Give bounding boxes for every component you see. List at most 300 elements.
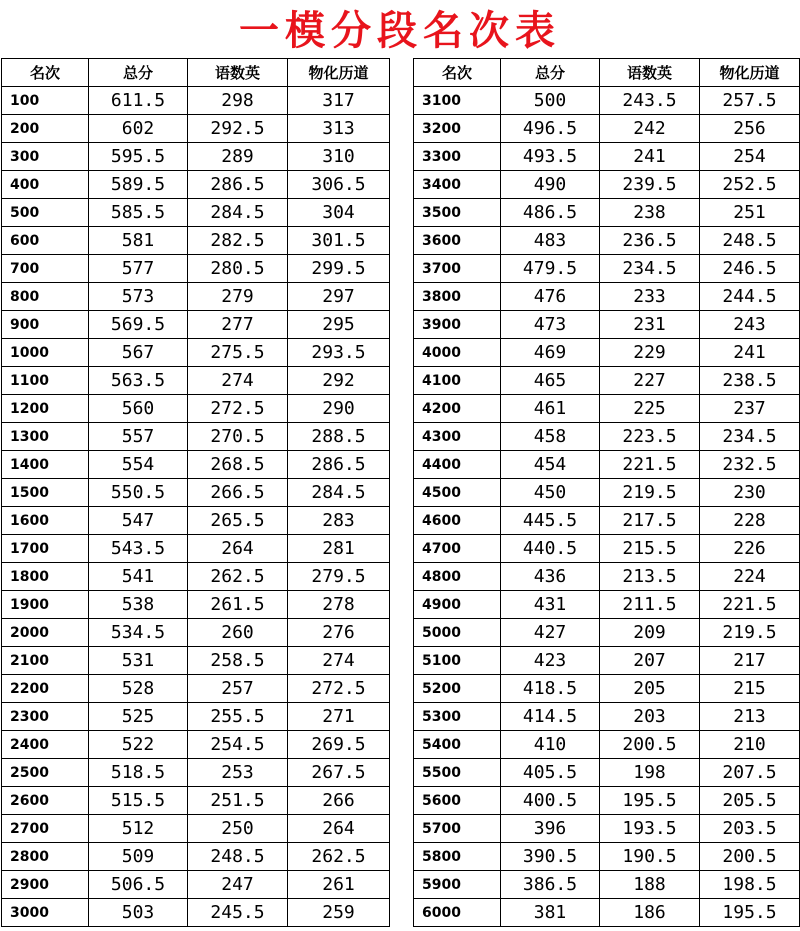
table-row bbox=[414, 87, 800, 115]
cell-rank: 5700 bbox=[414, 815, 501, 843]
cell-total: 573 bbox=[89, 283, 188, 311]
cell-chinese-math-english: 227 bbox=[600, 367, 700, 395]
cell-physics-chem-history-politics: 210 bbox=[700, 731, 800, 759]
cell-rank: 900 bbox=[2, 311, 89, 339]
cell-physics-chem-history-politics: 232.5 bbox=[700, 451, 800, 479]
cell-chinese-math-english: 258.5 bbox=[188, 647, 288, 675]
cell-total: 454 bbox=[501, 451, 600, 479]
cell-physics-chem-history-politics: 272.5 bbox=[288, 675, 390, 703]
cell-rank: 3000 bbox=[2, 899, 89, 927]
cell-chinese-math-english: 284.5 bbox=[188, 199, 288, 227]
cell-chinese-math-english: 219.5 bbox=[600, 479, 700, 507]
cell-chinese-math-english: 279 bbox=[188, 283, 288, 311]
table-row bbox=[414, 479, 800, 507]
cell-total: 469 bbox=[501, 339, 600, 367]
cell-chinese-math-english: 274 bbox=[188, 367, 288, 395]
cell-total: 528 bbox=[89, 675, 188, 703]
cell-physics-chem-history-politics: 284.5 bbox=[288, 479, 390, 507]
cell-physics-chem-history-politics: 301.5 bbox=[288, 227, 390, 255]
table-row bbox=[2, 843, 390, 871]
cell-chinese-math-english: 253 bbox=[188, 759, 288, 787]
cell-physics-chem-history-politics: 257.5 bbox=[700, 87, 800, 115]
cell-total: 547 bbox=[89, 507, 188, 535]
table-row bbox=[2, 115, 390, 143]
cell-chinese-math-english: 190.5 bbox=[600, 843, 700, 871]
table-row bbox=[414, 647, 800, 675]
cell-rank: 4900 bbox=[414, 591, 501, 619]
cell-chinese-math-english: 238 bbox=[600, 199, 700, 227]
cell-rank: 4200 bbox=[414, 395, 501, 423]
cell-physics-chem-history-politics: 243 bbox=[700, 311, 800, 339]
cell-physics-chem-history-politics: 241 bbox=[700, 339, 800, 367]
table-row bbox=[414, 787, 800, 815]
cell-total: 496.5 bbox=[501, 115, 600, 143]
cell-total: 400.5 bbox=[501, 787, 600, 815]
cell-total: 518.5 bbox=[89, 759, 188, 787]
table-row bbox=[414, 703, 800, 731]
cell-chinese-math-english: 270.5 bbox=[188, 423, 288, 451]
cell-physics-chem-history-politics: 283 bbox=[288, 507, 390, 535]
cell-physics-chem-history-politics: 310 bbox=[288, 143, 390, 171]
cell-total: 550.5 bbox=[89, 479, 188, 507]
cell-rank: 600 bbox=[2, 227, 89, 255]
cell-chinese-math-english: 217.5 bbox=[600, 507, 700, 535]
cell-total: 410 bbox=[501, 731, 600, 759]
cell-physics-chem-history-politics: 281 bbox=[288, 535, 390, 563]
table-header-row bbox=[2, 59, 390, 87]
cell-chinese-math-english: 193.5 bbox=[600, 815, 700, 843]
table-row bbox=[2, 591, 390, 619]
cell-rank: 1600 bbox=[2, 507, 89, 535]
cell-total: 602 bbox=[89, 115, 188, 143]
table-row bbox=[414, 843, 800, 871]
cell-rank: 5300 bbox=[414, 703, 501, 731]
cell-total: 414.5 bbox=[501, 703, 600, 731]
table-row bbox=[414, 871, 800, 899]
cell-rank: 5900 bbox=[414, 871, 501, 899]
cell-physics-chem-history-politics: 246.5 bbox=[700, 255, 800, 283]
table-row bbox=[2, 283, 390, 311]
cell-physics-chem-history-politics: 262.5 bbox=[288, 843, 390, 871]
cell-physics-chem-history-politics: 267.5 bbox=[288, 759, 390, 787]
cell-chinese-math-english: 236.5 bbox=[600, 227, 700, 255]
cell-physics-chem-history-politics: 203.5 bbox=[700, 815, 800, 843]
cell-physics-chem-history-politics: 288.5 bbox=[288, 423, 390, 451]
cell-total: 461 bbox=[501, 395, 600, 423]
table-row bbox=[414, 143, 800, 171]
cell-rank: 4000 bbox=[414, 339, 501, 367]
cell-total: 506.5 bbox=[89, 871, 188, 899]
cell-total: 509 bbox=[89, 843, 188, 871]
cell-total: 450 bbox=[501, 479, 600, 507]
cell-rank: 4600 bbox=[414, 507, 501, 535]
cell-rank: 3300 bbox=[414, 143, 501, 171]
cell-physics-chem-history-politics: 264 bbox=[288, 815, 390, 843]
header-physics-chem-history-politics: 物化历道 bbox=[288, 59, 390, 87]
table-row bbox=[2, 647, 390, 675]
cell-physics-chem-history-politics: 238.5 bbox=[700, 367, 800, 395]
table-row bbox=[414, 423, 800, 451]
cell-total: 458 bbox=[501, 423, 600, 451]
cell-physics-chem-history-politics: 252.5 bbox=[700, 171, 800, 199]
table-row bbox=[414, 759, 800, 787]
table-row bbox=[2, 395, 390, 423]
cell-chinese-math-english: 245.5 bbox=[188, 899, 288, 927]
cell-chinese-math-english: 268.5 bbox=[188, 451, 288, 479]
cell-rank: 2800 bbox=[2, 843, 89, 871]
cell-chinese-math-english: 255.5 bbox=[188, 703, 288, 731]
cell-rank: 1700 bbox=[2, 535, 89, 563]
table-row bbox=[414, 395, 800, 423]
table-row bbox=[414, 675, 800, 703]
table-row bbox=[414, 815, 800, 843]
cell-chinese-math-english: 215.5 bbox=[600, 535, 700, 563]
cell-total: 557 bbox=[89, 423, 188, 451]
cell-rank: 100 bbox=[2, 87, 89, 115]
cell-rank: 3800 bbox=[414, 283, 501, 311]
cell-physics-chem-history-politics: 215 bbox=[700, 675, 800, 703]
cell-physics-chem-history-politics: 234.5 bbox=[700, 423, 800, 451]
cell-total: 554 bbox=[89, 451, 188, 479]
cell-physics-chem-history-politics: 261 bbox=[288, 871, 390, 899]
cell-chinese-math-english: 229 bbox=[600, 339, 700, 367]
cell-physics-chem-history-politics: 224 bbox=[700, 563, 800, 591]
cell-physics-chem-history-politics: 274 bbox=[288, 647, 390, 675]
cell-total: 538 bbox=[89, 591, 188, 619]
cell-total: 476 bbox=[501, 283, 600, 311]
table-row bbox=[414, 115, 800, 143]
header-total: 总分 bbox=[89, 59, 188, 87]
table-row bbox=[2, 535, 390, 563]
cell-rank: 5100 bbox=[414, 647, 501, 675]
cell-total: 445.5 bbox=[501, 507, 600, 535]
cell-rank: 5000 bbox=[414, 619, 501, 647]
cell-chinese-math-english: 275.5 bbox=[188, 339, 288, 367]
cell-chinese-math-english: 239.5 bbox=[600, 171, 700, 199]
table-row bbox=[2, 899, 390, 927]
table-row bbox=[2, 311, 390, 339]
cell-chinese-math-english: 260 bbox=[188, 619, 288, 647]
cell-physics-chem-history-politics: 317 bbox=[288, 87, 390, 115]
cell-total: 486.5 bbox=[501, 199, 600, 227]
cell-chinese-math-english: 261.5 bbox=[188, 591, 288, 619]
cell-physics-chem-history-politics: 297 bbox=[288, 283, 390, 311]
table-row bbox=[414, 311, 800, 339]
cell-rank: 4500 bbox=[414, 479, 501, 507]
table-row bbox=[2, 871, 390, 899]
cell-chinese-math-english: 254.5 bbox=[188, 731, 288, 759]
cell-physics-chem-history-politics: 195.5 bbox=[700, 899, 800, 927]
header-total: 总分 bbox=[501, 59, 600, 87]
cell-rank: 2600 bbox=[2, 787, 89, 815]
cell-chinese-math-english: 272.5 bbox=[188, 395, 288, 423]
cell-chinese-math-english: 211.5 bbox=[600, 591, 700, 619]
cell-rank: 4100 bbox=[414, 367, 501, 395]
cell-rank: 6000 bbox=[414, 899, 501, 927]
header-physics-chem-history-politics: 物化历道 bbox=[700, 59, 800, 87]
cell-rank: 2900 bbox=[2, 871, 89, 899]
cell-rank: 400 bbox=[2, 171, 89, 199]
cell-physics-chem-history-politics: 276 bbox=[288, 619, 390, 647]
cell-rank: 800 bbox=[2, 283, 89, 311]
cell-chinese-math-english: 205 bbox=[600, 675, 700, 703]
cell-chinese-math-english: 209 bbox=[600, 619, 700, 647]
table-row bbox=[414, 227, 800, 255]
cell-total: 483 bbox=[501, 227, 600, 255]
cell-total: 563.5 bbox=[89, 367, 188, 395]
cell-total: 405.5 bbox=[501, 759, 600, 787]
cell-physics-chem-history-politics: 293.5 bbox=[288, 339, 390, 367]
table-row bbox=[2, 507, 390, 535]
table-row bbox=[2, 367, 390, 395]
table-gap bbox=[401, 58, 413, 931]
table-row bbox=[2, 171, 390, 199]
cell-chinese-math-english: 247 bbox=[188, 871, 288, 899]
cell-physics-chem-history-politics: 306.5 bbox=[288, 171, 390, 199]
cell-physics-chem-history-politics: 248.5 bbox=[700, 227, 800, 255]
cell-total: 396 bbox=[501, 815, 600, 843]
cell-chinese-math-english: 207 bbox=[600, 647, 700, 675]
cell-rank: 5500 bbox=[414, 759, 501, 787]
table-row bbox=[414, 339, 800, 367]
cell-rank: 3100 bbox=[414, 87, 501, 115]
cell-chinese-math-english: 292.5 bbox=[188, 115, 288, 143]
cell-total: 531 bbox=[89, 647, 188, 675]
cell-rank: 2000 bbox=[2, 619, 89, 647]
cell-total: 493.5 bbox=[501, 143, 600, 171]
cell-rank: 4800 bbox=[414, 563, 501, 591]
cell-rank: 3400 bbox=[414, 171, 501, 199]
cell-rank: 5600 bbox=[414, 787, 501, 815]
table-row bbox=[414, 451, 800, 479]
cell-total: 611.5 bbox=[89, 87, 188, 115]
cell-rank: 3600 bbox=[414, 227, 501, 255]
cell-chinese-math-english: 265.5 bbox=[188, 507, 288, 535]
cell-rank: 2500 bbox=[2, 759, 89, 787]
cell-chinese-math-english: 250 bbox=[188, 815, 288, 843]
header-chinese-math-english: 语数英 bbox=[600, 59, 700, 87]
cell-total: 386.5 bbox=[501, 871, 600, 899]
cell-rank: 200 bbox=[2, 115, 89, 143]
cell-total: 515.5 bbox=[89, 787, 188, 815]
cell-physics-chem-history-politics: 207.5 bbox=[700, 759, 800, 787]
cell-total: 490 bbox=[501, 171, 600, 199]
cell-physics-chem-history-politics: 313 bbox=[288, 115, 390, 143]
cell-rank: 300 bbox=[2, 143, 89, 171]
cell-rank: 5400 bbox=[414, 731, 501, 759]
cell-rank: 1000 bbox=[2, 339, 89, 367]
cell-rank: 5800 bbox=[414, 843, 501, 871]
cell-total: 581 bbox=[89, 227, 188, 255]
cell-chinese-math-english: 286.5 bbox=[188, 171, 288, 199]
cell-total: 465 bbox=[501, 367, 600, 395]
cell-total: 427 bbox=[501, 619, 600, 647]
table-row bbox=[414, 255, 800, 283]
table-row bbox=[2, 451, 390, 479]
cell-total: 436 bbox=[501, 563, 600, 591]
table-row bbox=[2, 703, 390, 731]
cell-rank: 3500 bbox=[414, 199, 501, 227]
cell-total: 541 bbox=[89, 563, 188, 591]
cell-chinese-math-english: 257 bbox=[188, 675, 288, 703]
cell-total: 418.5 bbox=[501, 675, 600, 703]
cell-total: 525 bbox=[89, 703, 188, 731]
cell-total: 569.5 bbox=[89, 311, 188, 339]
cell-total: 500 bbox=[501, 87, 600, 115]
cell-total: 589.5 bbox=[89, 171, 188, 199]
table-row bbox=[2, 87, 390, 115]
table-row bbox=[414, 731, 800, 759]
cell-rank: 3700 bbox=[414, 255, 501, 283]
table-row bbox=[414, 283, 800, 311]
cell-physics-chem-history-politics: 217 bbox=[700, 647, 800, 675]
table-row bbox=[414, 591, 800, 619]
cell-chinese-math-english: 248.5 bbox=[188, 843, 288, 871]
cell-rank: 2100 bbox=[2, 647, 89, 675]
cell-physics-chem-history-politics: 213 bbox=[700, 703, 800, 731]
cell-rank: 1400 bbox=[2, 451, 89, 479]
cell-rank: 4400 bbox=[414, 451, 501, 479]
cell-chinese-math-english: 264 bbox=[188, 535, 288, 563]
cell-physics-chem-history-politics: 295 bbox=[288, 311, 390, 339]
cell-physics-chem-history-politics: 219.5 bbox=[700, 619, 800, 647]
cell-chinese-math-english: 251.5 bbox=[188, 787, 288, 815]
cell-physics-chem-history-politics: 226 bbox=[700, 535, 800, 563]
cell-physics-chem-history-politics: 278 bbox=[288, 591, 390, 619]
cell-physics-chem-history-politics: 198.5 bbox=[700, 871, 800, 899]
table-header-row bbox=[414, 59, 800, 87]
cell-physics-chem-history-politics: 266 bbox=[288, 787, 390, 815]
cell-chinese-math-english: 280.5 bbox=[188, 255, 288, 283]
cell-total: 567 bbox=[89, 339, 188, 367]
cell-total: 512 bbox=[89, 815, 188, 843]
cell-total: 381 bbox=[501, 899, 600, 927]
cell-chinese-math-english: 223.5 bbox=[600, 423, 700, 451]
cell-chinese-math-english: 234.5 bbox=[600, 255, 700, 283]
cell-physics-chem-history-politics: 237 bbox=[700, 395, 800, 423]
table-row bbox=[414, 171, 800, 199]
cell-rank: 1500 bbox=[2, 479, 89, 507]
cell-rank: 3900 bbox=[414, 311, 501, 339]
cell-rank: 700 bbox=[2, 255, 89, 283]
table-row bbox=[2, 227, 390, 255]
table-row bbox=[414, 563, 800, 591]
cell-chinese-math-english: 225 bbox=[600, 395, 700, 423]
cell-rank: 4300 bbox=[414, 423, 501, 451]
cell-total: 440.5 bbox=[501, 535, 600, 563]
cell-chinese-math-english: 200.5 bbox=[600, 731, 700, 759]
cell-rank: 1100 bbox=[2, 367, 89, 395]
cell-chinese-math-english: 241 bbox=[600, 143, 700, 171]
cell-total: 431 bbox=[501, 591, 600, 619]
cell-physics-chem-history-politics: 286.5 bbox=[288, 451, 390, 479]
cell-chinese-math-english: 198 bbox=[600, 759, 700, 787]
cell-physics-chem-history-politics: 244.5 bbox=[700, 283, 800, 311]
cell-physics-chem-history-politics: 290 bbox=[288, 395, 390, 423]
cell-total: 577 bbox=[89, 255, 188, 283]
cell-total: 479.5 bbox=[501, 255, 600, 283]
cell-rank: 2200 bbox=[2, 675, 89, 703]
cell-chinese-math-english: 231 bbox=[600, 311, 700, 339]
cell-physics-chem-history-politics: 221.5 bbox=[700, 591, 800, 619]
rank-table-left bbox=[1, 58, 390, 927]
cell-total: 423 bbox=[501, 647, 600, 675]
cell-physics-chem-history-politics: 200.5 bbox=[700, 843, 800, 871]
cell-chinese-math-english: 221.5 bbox=[600, 451, 700, 479]
rank-table-right bbox=[413, 58, 800, 927]
cell-physics-chem-history-politics: 292 bbox=[288, 367, 390, 395]
cell-physics-chem-history-politics: 251 bbox=[700, 199, 800, 227]
cell-physics-chem-history-politics: 205.5 bbox=[700, 787, 800, 815]
table-row bbox=[2, 479, 390, 507]
table-row bbox=[2, 787, 390, 815]
cell-physics-chem-history-politics: 269.5 bbox=[288, 731, 390, 759]
cell-chinese-math-english: 298 bbox=[188, 87, 288, 115]
cell-rank: 1900 bbox=[2, 591, 89, 619]
cell-total: 595.5 bbox=[89, 143, 188, 171]
cell-rank: 2700 bbox=[2, 815, 89, 843]
table-row bbox=[414, 507, 800, 535]
header-chinese-math-english: 语数英 bbox=[188, 59, 288, 87]
table-row bbox=[414, 199, 800, 227]
cell-total: 473 bbox=[501, 311, 600, 339]
cell-chinese-math-english: 266.5 bbox=[188, 479, 288, 507]
table-row bbox=[2, 339, 390, 367]
cell-chinese-math-english: 242 bbox=[600, 115, 700, 143]
table-row bbox=[2, 423, 390, 451]
cell-rank: 5200 bbox=[414, 675, 501, 703]
cell-rank: 1800 bbox=[2, 563, 89, 591]
page-title: 一模分段名次表 bbox=[239, 7, 561, 54]
table-row bbox=[2, 815, 390, 843]
cell-total: 522 bbox=[89, 731, 188, 759]
cell-total: 560 bbox=[89, 395, 188, 423]
cell-chinese-math-english: 282.5 bbox=[188, 227, 288, 255]
table-row bbox=[2, 759, 390, 787]
cell-chinese-math-english: 186 bbox=[600, 899, 700, 927]
cell-physics-chem-history-politics: 259 bbox=[288, 899, 390, 927]
table-row bbox=[414, 619, 800, 647]
header-rank: 名次 bbox=[414, 59, 501, 87]
cell-rank: 500 bbox=[2, 199, 89, 227]
table-row bbox=[2, 255, 390, 283]
cell-chinese-math-english: 262.5 bbox=[188, 563, 288, 591]
cell-rank: 4700 bbox=[414, 535, 501, 563]
cell-chinese-math-english: 213.5 bbox=[600, 563, 700, 591]
cell-chinese-math-english: 195.5 bbox=[600, 787, 700, 815]
table-row bbox=[414, 535, 800, 563]
cell-chinese-math-english: 289 bbox=[188, 143, 288, 171]
cell-rank: 3200 bbox=[414, 115, 501, 143]
cell-physics-chem-history-politics: 228 bbox=[700, 507, 800, 535]
cell-rank: 1300 bbox=[2, 423, 89, 451]
cell-rank: 2300 bbox=[2, 703, 89, 731]
table-row bbox=[2, 199, 390, 227]
cell-total: 534.5 bbox=[89, 619, 188, 647]
cell-chinese-math-english: 233 bbox=[600, 283, 700, 311]
cell-total: 543.5 bbox=[89, 535, 188, 563]
cell-physics-chem-history-politics: 254 bbox=[700, 143, 800, 171]
cell-total: 585.5 bbox=[89, 199, 188, 227]
cell-physics-chem-history-politics: 279.5 bbox=[288, 563, 390, 591]
table-row bbox=[414, 367, 800, 395]
cell-physics-chem-history-politics: 304 bbox=[288, 199, 390, 227]
cell-chinese-math-english: 188 bbox=[600, 871, 700, 899]
table-row bbox=[414, 899, 800, 927]
cell-total: 390.5 bbox=[501, 843, 600, 871]
cell-physics-chem-history-politics: 299.5 bbox=[288, 255, 390, 283]
table-row bbox=[2, 143, 390, 171]
